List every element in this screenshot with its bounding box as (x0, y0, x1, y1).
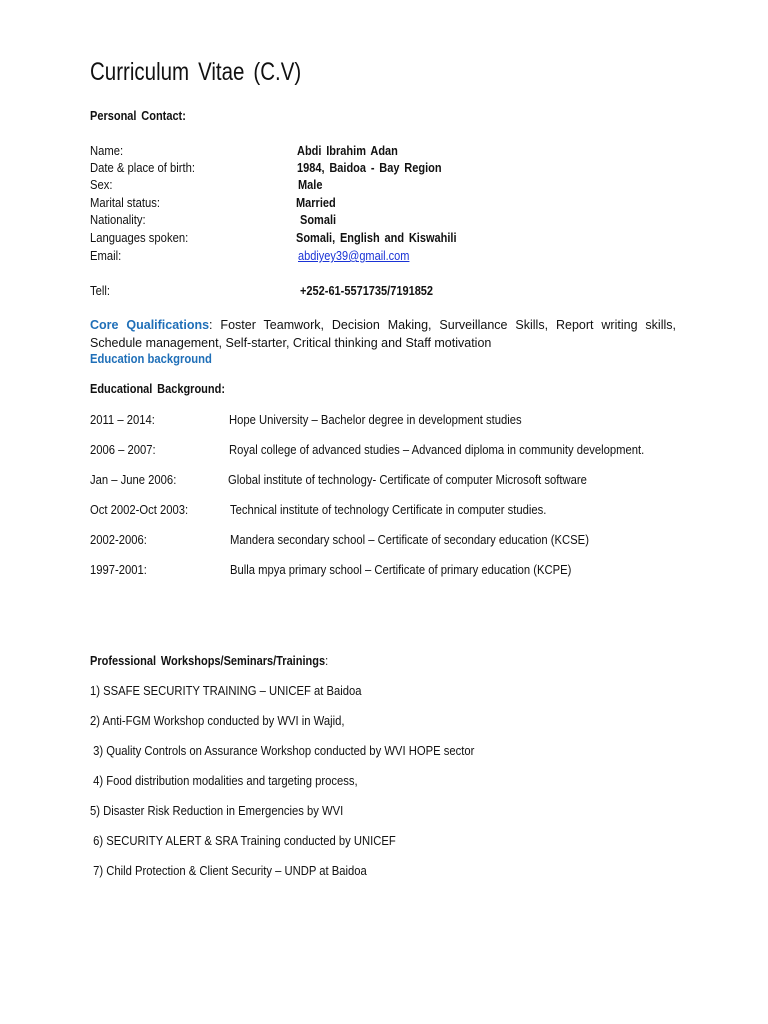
educational-background-heading: Educational Background: (90, 382, 225, 396)
document-title: Curriculum Vitae (C.V) (90, 58, 302, 86)
workshops-heading-colon: : (325, 654, 329, 668)
tell-label: Tell: (90, 284, 111, 298)
name-label: Name: (90, 144, 124, 158)
birth-label: Date & place of birth: (90, 161, 196, 175)
workshop-item: 1) SSAFE SECURITY TRAINING – UNICEF at Baidoa (90, 684, 362, 698)
name-value: Abdi Ibrahim Adan (297, 144, 398, 158)
education-date: 2006 – 2007: (90, 443, 156, 457)
core-qualifications (90, 317, 676, 352)
education-date: 2011 – 2014: (90, 413, 155, 427)
education-date: 2002-2006: (90, 533, 147, 547)
education-desc: Bulla mpya primary school – Certificate of primary education (KCPE) (230, 563, 572, 577)
education-desc: Royal college of advanced studies – Advanced diploma in community development. (229, 443, 645, 457)
workshops-heading-text: Professional Workshops/Seminars/Trainings (90, 654, 326, 668)
nationality-label: Nationality: (90, 213, 146, 227)
personal-contact-heading: Personal Contact: (90, 109, 186, 123)
workshop-item: 5) Disaster Risk Reduction in Emergencies by WVI (90, 804, 344, 818)
workshop-item: 4) Food distribution modalities and targeting process, (90, 774, 358, 788)
email-value[interactable] (298, 249, 409, 263)
nationality-value: Somali (300, 213, 337, 227)
education-desc: Mandera secondary school – Certificate of secondary education (KCSE) (230, 533, 589, 547)
workshop-item: 7) Child Protection & Client Security – UNDP at Baidoa (90, 864, 367, 878)
birth-value: 1984, Baidoa - Bay Region (297, 161, 442, 175)
languages-label: Languages spoken: (90, 231, 189, 245)
education-desc: Technical institute of technology Certificate in computer studies. (230, 503, 547, 517)
sex-label: Sex: (90, 178, 113, 192)
core-qualifications-text: : Foster Teamwork, Decision Making, Surveillance Skills, Report writing skills, Schedule management, Self-starter, Critical thinking and Staff motivation (90, 318, 676, 350)
education-background-blue-heading: Education background (90, 352, 212, 366)
workshop-item: 3) Quality Controls on Assurance Workshop conducted by WVI HOPE sector (90, 744, 475, 758)
workshop-item: 2) Anti-FGM Workshop conducted by WVI in Wajid, (90, 714, 345, 728)
education-date: Jan – June 2006: (90, 473, 177, 487)
education-date: Oct 2002-Oct 2003: (90, 503, 189, 517)
marital-status-label: Marital status: (90, 196, 161, 210)
education-date: 1997-2001: (90, 563, 147, 577)
workshop-item: 6) SECURITY ALERT & SRA Training conducted by UNICEF (90, 834, 396, 848)
education-desc: Hope University – Bachelor degree in development studies (229, 413, 522, 427)
education-desc: Global institute of technology- Certificate of computer Microsoft software (228, 473, 587, 487)
workshops-heading (90, 654, 328, 668)
tell-value: +252-61-5571735/7191852 (300, 284, 434, 298)
marital-status-value: Married (296, 196, 336, 210)
email-label: Email: (90, 249, 122, 263)
core-qualifications-label: Core Qualifications (90, 318, 210, 332)
email-link[interactable]: abdiyey39@gmail.com (298, 249, 410, 263)
languages-value: Somali, English and Kiswahili (296, 231, 457, 245)
sex-value: Male (298, 178, 323, 192)
